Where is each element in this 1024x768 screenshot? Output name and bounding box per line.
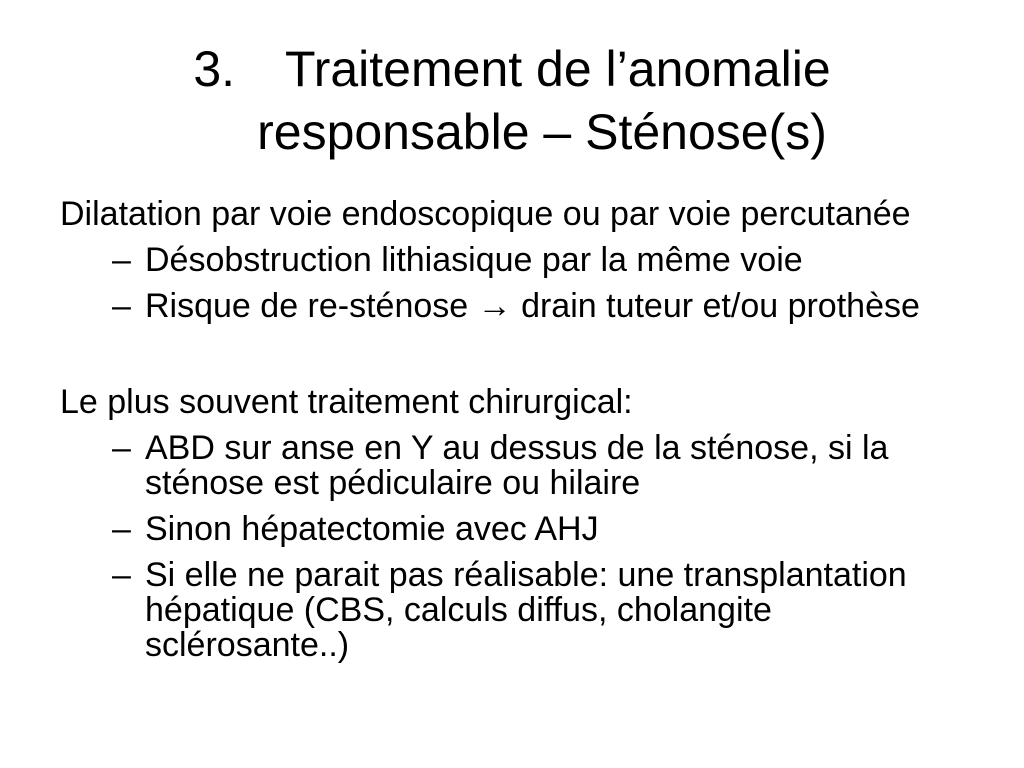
- dash-bullet: –: [112, 510, 131, 548]
- bullet-item-level0: [58, 385, 968, 420]
- bullet-text: Si elle ne parait pas réalisable: une transplantation hépatique (CBS, calculs diffus, cholangite sclérosante..): [145, 556, 907, 664]
- bullet-text: Risque de re-sténose → drain tuteur et/ou prothèse: [145, 287, 920, 325]
- bullet-text: ABD sur anse en Y au dessus de la sténose, si la sténose est pédiculaire ou hilaire: [145, 429, 889, 502]
- dash-bullet: –: [112, 241, 131, 279]
- dash-bullet: –: [112, 429, 131, 467]
- bullet-item-level1: [58, 431, 968, 501]
- slide-title-line1: [0, 38, 1024, 101]
- bullet-item-level1: [58, 558, 968, 663]
- bullet-item-level0: [58, 197, 968, 232]
- bullet-text: Dilatation par voie endoscopique ou par voie percutanée: [60, 195, 911, 233]
- slide-title-line2: responsable – Sténose(s): [257, 104, 827, 160]
- slide-title: [0, 38, 1024, 164]
- dash-bullet: –: [112, 287, 131, 325]
- bullet-text: Sinon hépatectomie avec AHJ: [145, 510, 599, 548]
- bullet-item-level1: [58, 289, 968, 324]
- blank-line-spacer: [58, 324, 968, 374]
- bullet-item-level1: [58, 243, 968, 278]
- title-line1-text: Traitement de l’anomalie: [285, 41, 831, 97]
- dash-bullet: –: [112, 556, 131, 594]
- bullet-text: Le plus souvent traitement chirurgical:: [60, 383, 633, 421]
- title-list-number: 3.: [193, 41, 236, 97]
- bullet-item-level1: [58, 512, 968, 547]
- slide-body: [58, 197, 968, 663]
- bullet-text: Désobstruction lithiasique par la même voie: [145, 241, 803, 279]
